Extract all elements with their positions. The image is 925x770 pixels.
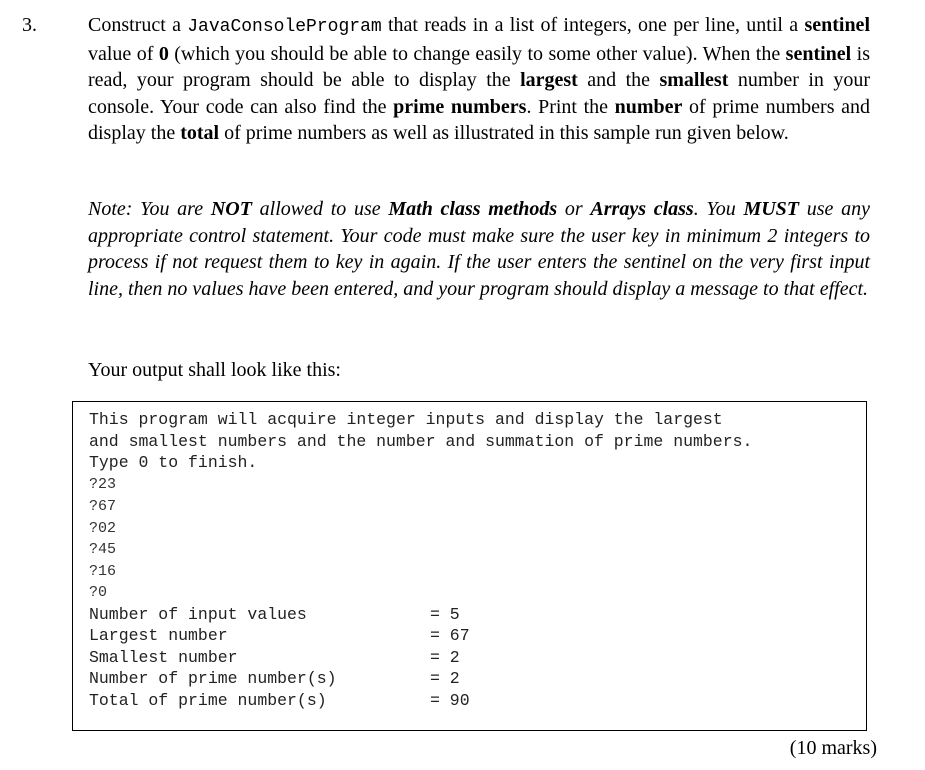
result-label: Largest number: [89, 626, 228, 645]
console-intro-line: This program will acquire integer inputs and display the largest: [89, 410, 723, 429]
result-value: = 5: [430, 605, 460, 624]
result-label: Number of input values: [89, 605, 307, 624]
console-intro-line: and smallest numbers and the number and summation of prime numbers.: [89, 432, 753, 451]
question-paragraph: Construct a JavaConsoleProgram that reads in a list of integers, one per line, until a sentinel value of 0 (which you should be able to change easily to some other value). When the sentinel is read, your program should be able to display the largest and the smallest number in your console. Your code can also find the prime numbers. Print the number of prime numbers and display the total of prime numbers as well as illustrated in this sample run given below.: [88, 14, 871, 144]
question-number: 3.: [22, 14, 37, 36]
result-value: = 2: [430, 669, 460, 688]
console-intro-line: Type 0 to finish.: [89, 453, 258, 472]
class-name-code: JavaConsoleProgram: [187, 17, 382, 37]
console-input-line: ?0: [89, 584, 108, 601]
output-label: Your output shall look like this:: [88, 359, 341, 381]
result-label: Smallest number: [89, 648, 238, 667]
result-value: = 2: [430, 648, 460, 667]
console-input-line: ?02: [89, 520, 117, 537]
sample-output-box: [72, 401, 867, 731]
result-label: Number of prime number(s): [89, 669, 337, 688]
note-paragraph: Note: You are NOT allowed to use Math class methods or Arrays class. You MUST use any appropriate control statement. Your code must make sure the user key in minimum 2 integers to process if not request them to key in again. If the user enters the sentinel on the very first input line, then no values have been entered, and your program should display a message to that effect.: [88, 198, 870, 300]
console-input-line: ?23: [89, 476, 117, 493]
result-label: Total of prime number(s): [89, 691, 327, 710]
console-input-line: ?16: [89, 563, 117, 580]
console-input-line: ?45: [89, 541, 117, 558]
result-value: = 90: [430, 691, 470, 710]
marks-label: (10 marks): [789, 737, 877, 759]
result-value: = 67: [430, 626, 470, 645]
console-input-line: ?67: [89, 498, 117, 515]
